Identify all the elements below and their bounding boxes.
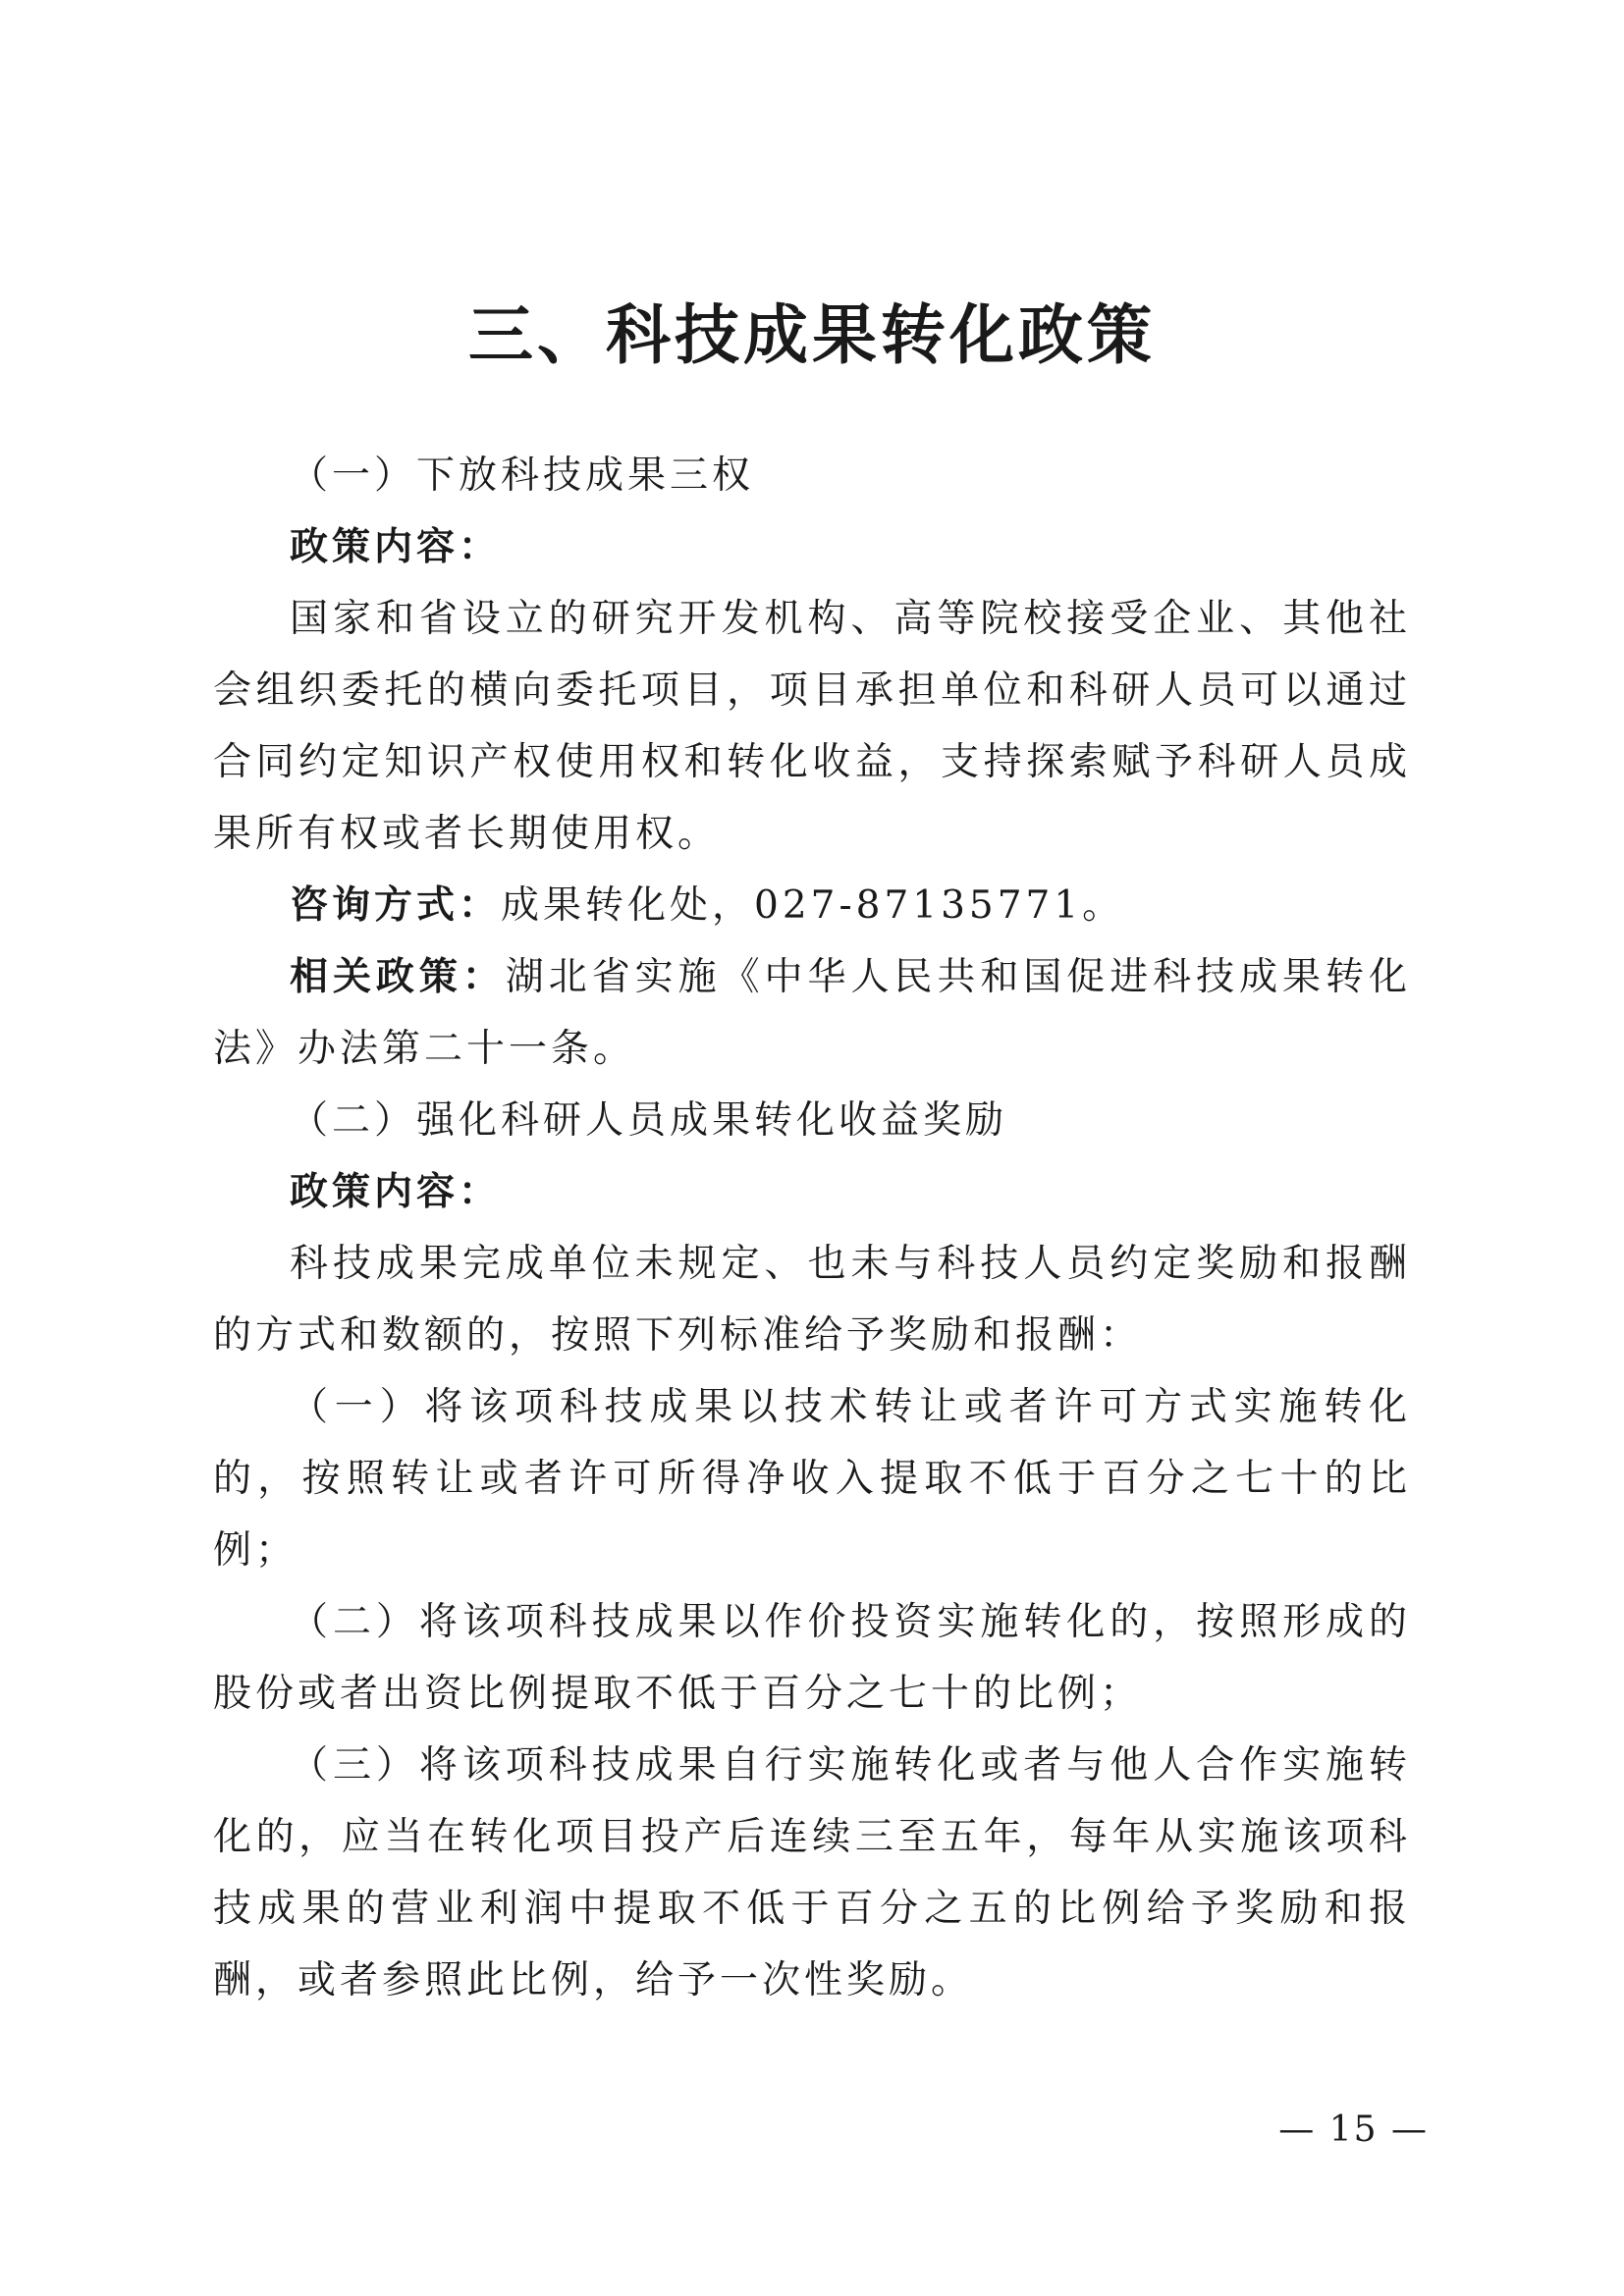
section1-policy-label: 相关政策：: [290, 954, 506, 999]
document-body: [213, 440, 1411, 2016]
section1-contact-text: 成果转化处，027-87135771。: [501, 883, 1125, 928]
page-title: 三、科技成果转化政策: [468, 296, 1156, 373]
section1-policy-text: 湖北省实施《中华人民共和国促进科技成果转化法》办法第二十一条。: [213, 955, 1411, 1071]
section2-item-3: （三）将该项科技成果自行实施转化或者与他人合作实施转化的，应当在转化项目投产后连续三至五年，每年从实施该项科技成果的营业利润中提取不低于百分之五的比例给予奖励和报酬，或者参照此比例，给予一次性奖励。: [213, 1743, 1411, 2002]
section2-item-1: （一）将该项科技成果以技术转让或者许可方式实施转化的，按照转让或者许可所得净收入提取不低于百分之七十的比例；: [213, 1385, 1411, 1573]
section2-content-label: [213, 1156, 1411, 1228]
section1-content-label: [213, 511, 1411, 583]
section1-content-text: 国家和省设立的研究开发机构、高等院校接受企业、其他社会组织委托的横向委托项目，项目承担单位和科研人员可以通过合同约定知识产权使用权和转化收益，支持探索赋予科研人员成果所有权或者长期使用权。: [213, 597, 1411, 856]
section2-intro: 科技成果完成单位未规定、也未与科技人员约定奖励和报酬的方式和数额的，按照下列标准给予奖励和报酬：: [213, 1242, 1411, 1358]
page-number: — 15 —: [1278, 2109, 1429, 2150]
section2-item-2: （二）将该项科技成果以作价投资实施转化的，按照形成的股份或者出资比例提取不低于百分之七十的比例；: [213, 1600, 1411, 1716]
section1-policy: [213, 941, 1411, 1085]
section1-content-label-text: 政策内容：: [290, 524, 502, 569]
section2-content-label-text: 政策内容：: [290, 1169, 502, 1214]
section1-contact-label: 咨询方式：: [290, 882, 502, 928]
section1-contact: [213, 870, 1411, 941]
section1-heading: （一）下放科技成果三权: [290, 454, 755, 498]
section2-heading: （二）强化科研人员成果转化收益奖励: [290, 1098, 1008, 1143]
